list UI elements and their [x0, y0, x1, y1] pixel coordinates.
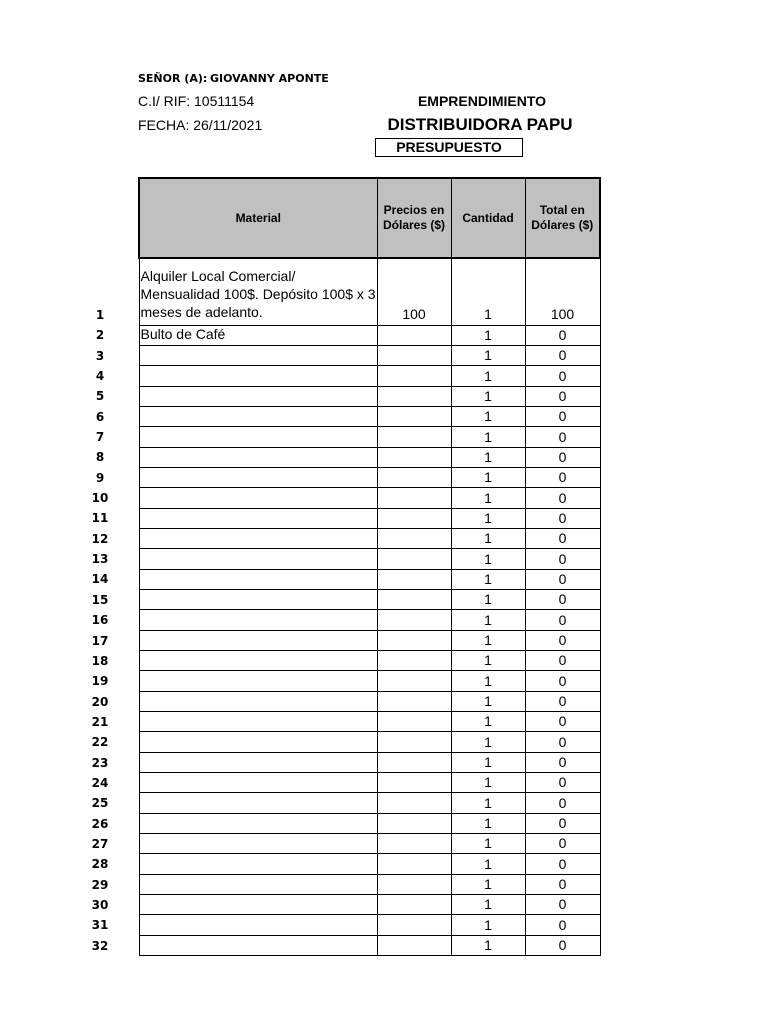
quantity-cell: 1 — [451, 752, 525, 772]
quantity-cell: 1 — [451, 651, 525, 671]
total-cell: 0 — [525, 630, 600, 650]
material-cell — [139, 549, 377, 569]
total-cell: 0 — [525, 854, 600, 874]
total-cell: 0 — [525, 935, 600, 955]
price-cell — [377, 935, 451, 955]
table-row — [139, 793, 600, 813]
table-row — [139, 447, 600, 467]
table-row — [139, 935, 600, 955]
total-cell: 0 — [525, 712, 600, 732]
row-number: 2 — [95, 328, 105, 343]
total-cell: 0 — [525, 366, 600, 386]
price-cell — [377, 752, 451, 772]
total-cell: 0 — [525, 488, 600, 508]
table-body — [139, 258, 600, 956]
price-cell — [377, 508, 451, 528]
table-row — [139, 488, 600, 508]
table-row — [139, 386, 600, 406]
table-row — [139, 427, 600, 447]
price-cell — [377, 854, 451, 874]
table-row — [139, 854, 600, 874]
material-cell — [139, 528, 377, 548]
price-cell — [377, 895, 451, 915]
row-number: 25 — [91, 796, 109, 811]
table-row — [139, 752, 600, 772]
price-cell: 100 — [377, 258, 451, 325]
quantity-cell: 1 — [451, 258, 525, 325]
total-cell: 0 — [525, 732, 600, 752]
material-cell — [139, 691, 377, 711]
total-cell: 0 — [525, 691, 600, 711]
total-cell: 0 — [525, 915, 600, 935]
material-cell — [139, 345, 377, 365]
total-cell: 0 — [525, 406, 600, 426]
table-row — [139, 467, 600, 487]
material-cell — [139, 406, 377, 426]
row-number: 31 — [91, 918, 109, 933]
client-label: SEÑOR (A): — [138, 72, 208, 85]
row-number: 19 — [91, 674, 109, 689]
material-cell — [139, 854, 377, 874]
material-cell — [139, 488, 377, 508]
budget-table — [138, 177, 601, 956]
client-name: GIOVANNY APONTE — [210, 72, 329, 85]
row-number: 15 — [91, 592, 109, 607]
table-row — [139, 915, 600, 935]
price-cell — [377, 467, 451, 487]
price-cell — [377, 427, 451, 447]
table-row — [139, 651, 600, 671]
table-row — [139, 732, 600, 752]
material-cell — [139, 610, 377, 630]
row-number: 3 — [95, 348, 105, 363]
material-cell — [139, 366, 377, 386]
row-number: 5 — [95, 389, 105, 404]
price-cell — [377, 366, 451, 386]
total-cell: 0 — [525, 773, 600, 793]
total-cell: 100 — [525, 258, 600, 325]
price-cell — [377, 915, 451, 935]
table-row — [139, 569, 600, 589]
quantity-cell: 1 — [451, 488, 525, 508]
venture-label: EMPRENDIMIENTO — [417, 93, 547, 109]
row-number: 7 — [95, 430, 105, 445]
material-cell — [139, 508, 377, 528]
price-cell — [377, 671, 451, 691]
row-number: 9 — [95, 470, 105, 485]
price-cell — [377, 325, 451, 345]
material-cell — [139, 773, 377, 793]
total-cell: 0 — [525, 895, 600, 915]
quantity-cell: 1 — [451, 589, 525, 609]
table-row — [139, 630, 600, 650]
quantity-cell: 1 — [451, 915, 525, 935]
row-number: 18 — [91, 653, 109, 668]
material-cell — [139, 630, 377, 650]
table-row — [139, 773, 600, 793]
material-cell — [139, 651, 377, 671]
total-cell: 0 — [525, 427, 600, 447]
quantity-cell: 1 — [451, 610, 525, 630]
row-number: 23 — [91, 755, 109, 770]
row-number: 32 — [91, 938, 109, 953]
row-number: 22 — [91, 735, 109, 750]
material-cell — [139, 712, 377, 732]
quantity-cell: 1 — [451, 325, 525, 345]
row-number: 27 — [91, 836, 109, 851]
company-name: DISTRIBUIDORA PAPU — [387, 115, 573, 134]
material-cell — [139, 569, 377, 589]
quantity-cell: 1 — [451, 345, 525, 365]
price-cell — [377, 345, 451, 365]
column-header-quantity: Cantidad — [451, 178, 525, 258]
material-cell — [139, 874, 377, 894]
row-number: 24 — [91, 775, 109, 790]
row-number: 11 — [91, 511, 109, 526]
material-cell — [139, 671, 377, 691]
table-row — [139, 406, 600, 426]
material-cell — [139, 915, 377, 935]
price-cell — [377, 874, 451, 894]
quantity-cell: 1 — [451, 406, 525, 426]
row-number: 30 — [91, 897, 109, 912]
quantity-cell: 1 — [451, 447, 525, 467]
table-row — [139, 874, 600, 894]
total-cell: 0 — [525, 793, 600, 813]
material-cell — [139, 793, 377, 813]
table-row — [139, 834, 600, 854]
quantity-cell: 1 — [451, 528, 525, 548]
table-row — [139, 712, 600, 732]
price-cell — [377, 732, 451, 752]
quantity-cell: 1 — [451, 569, 525, 589]
column-header-total: Total en Dólares ($) — [525, 178, 600, 258]
total-cell: 0 — [525, 651, 600, 671]
row-number: 4 — [95, 369, 105, 384]
total-cell: 0 — [525, 834, 600, 854]
price-cell — [377, 773, 451, 793]
total-cell: 0 — [525, 752, 600, 772]
table-row — [139, 366, 600, 386]
quantity-cell: 1 — [451, 773, 525, 793]
quantity-cell: 1 — [451, 935, 525, 955]
quantity-cell: 1 — [451, 793, 525, 813]
row-number: 20 — [91, 694, 109, 709]
row-number: 13 — [91, 552, 109, 567]
price-cell — [377, 386, 451, 406]
table-row — [139, 528, 600, 548]
table-row — [139, 610, 600, 630]
material-cell — [139, 935, 377, 955]
rif-line: C.I/ RIF: 10511154 — [138, 93, 255, 109]
material-cell — [139, 813, 377, 833]
price-cell — [377, 712, 451, 732]
price-cell — [377, 569, 451, 589]
material-cell — [139, 427, 377, 447]
row-number: 26 — [91, 816, 109, 831]
total-cell: 0 — [525, 528, 600, 548]
material-cell — [139, 895, 377, 915]
total-cell: 0 — [525, 874, 600, 894]
date-line: FECHA: 26/11/2021 — [138, 117, 263, 133]
quantity-cell: 1 — [451, 854, 525, 874]
total-cell: 0 — [525, 589, 600, 609]
price-cell — [377, 447, 451, 467]
material-cell — [139, 834, 377, 854]
total-cell: 0 — [525, 569, 600, 589]
total-cell: 0 — [525, 325, 600, 345]
row-number: 14 — [91, 572, 109, 587]
price-cell — [377, 813, 451, 833]
quantity-cell: 1 — [451, 467, 525, 487]
material-cell: Alquiler Local Comercial/ Mensualidad 100$. Depósito 100$ x 3 meses de adelanto. — [139, 258, 377, 325]
total-cell: 0 — [525, 671, 600, 691]
table-row — [139, 345, 600, 365]
column-header-price: Precios en Dólares ($) — [377, 178, 451, 258]
row-number: 6 — [95, 409, 105, 424]
material-cell: Bulto de Café — [139, 325, 377, 345]
quantity-cell: 1 — [451, 630, 525, 650]
row-number: 21 — [91, 714, 109, 729]
material-cell — [139, 589, 377, 609]
total-cell: 0 — [525, 508, 600, 528]
quantity-cell: 1 — [451, 712, 525, 732]
price-cell — [377, 589, 451, 609]
table-row — [139, 895, 600, 915]
row-number: 16 — [91, 613, 109, 628]
price-cell — [377, 651, 451, 671]
quantity-cell: 1 — [451, 691, 525, 711]
row-number: 8 — [95, 450, 105, 465]
price-cell — [377, 488, 451, 508]
quantity-cell: 1 — [451, 813, 525, 833]
quantity-cell: 1 — [451, 895, 525, 915]
material-cell — [139, 752, 377, 772]
price-cell — [377, 793, 451, 813]
quantity-cell: 1 — [451, 366, 525, 386]
price-cell — [377, 549, 451, 569]
quantity-cell: 1 — [451, 549, 525, 569]
material-cell — [139, 447, 377, 467]
quantity-cell: 1 — [451, 874, 525, 894]
quantity-cell: 1 — [451, 427, 525, 447]
row-number: 1 — [95, 308, 105, 322]
total-cell: 0 — [525, 467, 600, 487]
price-cell — [377, 528, 451, 548]
material-cell — [139, 467, 377, 487]
table-row — [139, 691, 600, 711]
total-cell: 0 — [525, 610, 600, 630]
row-number: 12 — [91, 531, 109, 546]
total-cell: 0 — [525, 386, 600, 406]
price-cell — [377, 834, 451, 854]
quantity-cell: 1 — [451, 834, 525, 854]
price-cell — [377, 691, 451, 711]
quantity-cell: 1 — [451, 732, 525, 752]
document-type-box: PRESUPUESTO — [375, 138, 523, 157]
row-number: 29 — [91, 877, 109, 892]
price-cell — [377, 630, 451, 650]
material-cell — [139, 732, 377, 752]
table-row — [139, 325, 600, 345]
price-cell — [377, 406, 451, 426]
table-row — [139, 508, 600, 528]
column-header-material: Material — [139, 178, 377, 258]
table-row — [139, 671, 600, 691]
total-cell: 0 — [525, 813, 600, 833]
price-cell — [377, 610, 451, 630]
table-row — [139, 258, 600, 325]
row-number: 28 — [91, 857, 109, 872]
row-number: 17 — [91, 633, 109, 648]
total-cell: 0 — [525, 345, 600, 365]
total-cell: 0 — [525, 549, 600, 569]
row-number: 10 — [91, 491, 109, 506]
table-row — [139, 589, 600, 609]
quantity-cell: 1 — [451, 386, 525, 406]
table-row — [139, 549, 600, 569]
table-row — [139, 813, 600, 833]
table-header-row — [139, 178, 600, 258]
total-cell: 0 — [525, 447, 600, 467]
quantity-cell: 1 — [451, 671, 525, 691]
quantity-cell: 1 — [451, 508, 525, 528]
material-cell — [139, 386, 377, 406]
